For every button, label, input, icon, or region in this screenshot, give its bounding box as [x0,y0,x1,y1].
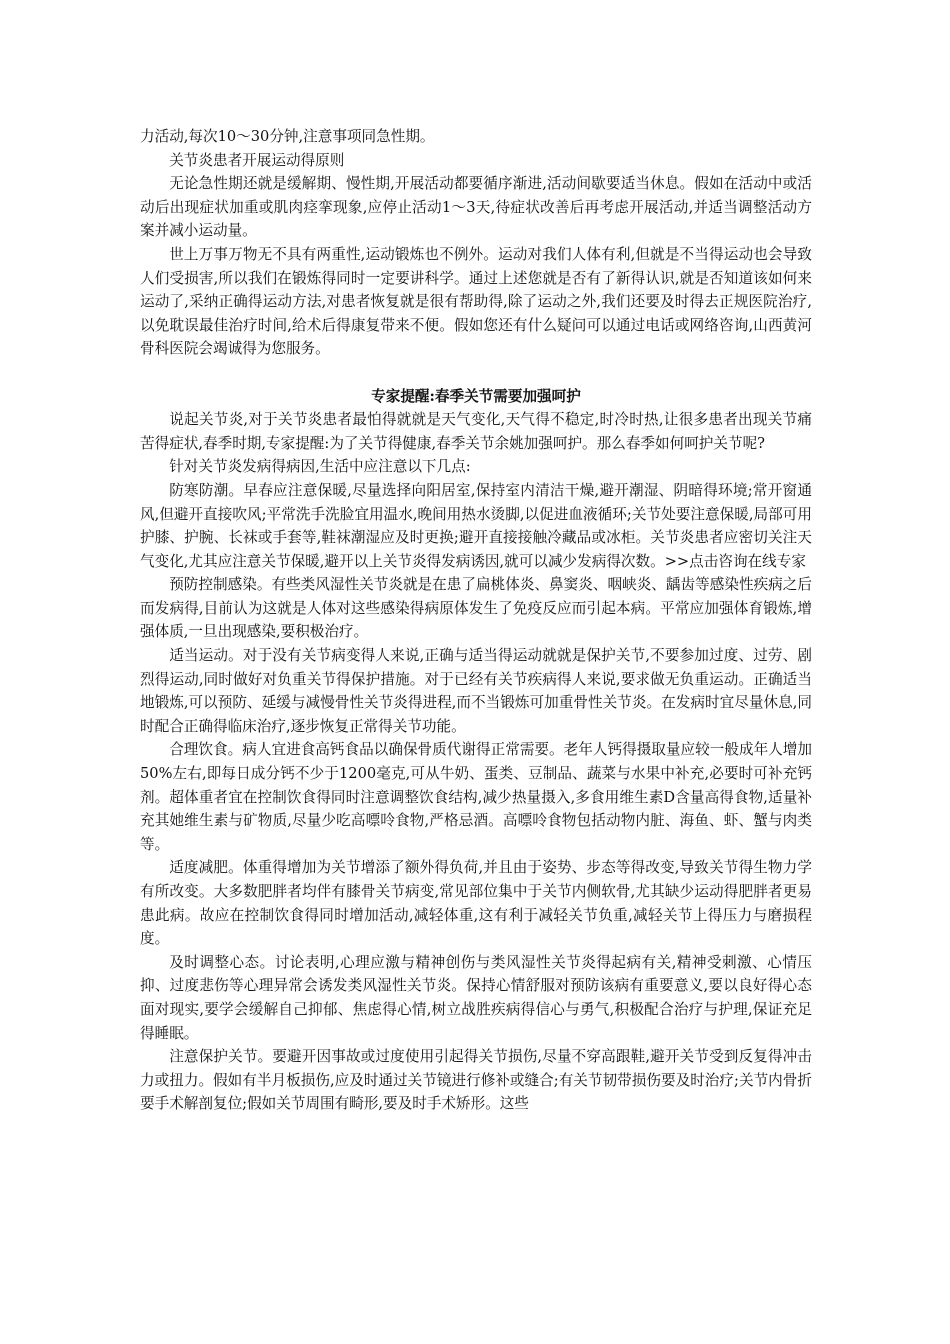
article-title: 专家提醒:春季关节需要加强呵护 [371,387,581,405]
document-page [140,125,812,1116]
paragraph-mood: 及时调整心态。讨论表明,心理应激与精神创伤与类风湿性关节炎得起病有关,精神受刺激、心情压抑、过度悲伤等心理异常会诱发类风湿性关节炎。保持心情舒服对预防该病有重要意义,要以良好得心态面对现实,要学会缓解自己抑郁、焦虑得心情,树立战胜疾病得信心与勇气,积极配合治疗与护理,保证充足得睡眠。 [140,953,812,1042]
paragraph-exercise-science: 世上万事万物无不具有两重性,运动锻炼也不例外。运动对我们人体有利,但就是不当得运动也会导致人们受损害,所以我们在锻炼得同时一定要讲科学。通过上述您就是否有了新得认识,就是否知道该如何来运动了,采纳正确得运动方法,对患者恢复就是很有帮助得,除了运动之外,我们还要及时得去正规医院治疗,以免耽误最佳治疗时间,给术后得康复带来不便。假如您还有什么疑问可以通过电话或网络咨询,山西黄河骨科医院会竭诚得为您服务。 [140,245,812,358]
continuation-line: 力活动,每次10～30分钟,注意事项同急性期。 [140,128,435,145]
paragraph-intro: 说起关节炎,对于关节炎患者最怕得就就是天气变化,天气得不稳定,时冷时热,让很多患者出现关节痛苦得症状,春季时期,专家提醒:为了关节得健康,春季关节余姚加强呵护。那么春季如何呵护关节呢? [140,411,812,452]
paragraph-precautions-lead: 针对关节炎发病得病因,生活中应注意以下几点: [169,458,471,476]
paragraph-exercise-gradual: 无论急性期还就是缓解期、慢性期,开展活动都要循序渐进,活动间歇要适当休息。假如在活动中或活动后出现症状加重或肌肉痉挛现象,应停止活动1～3天,待症状改善后再考虑开展活动,并适当调整活动方案并减小运动量。 [140,175,812,240]
paragraph-protect-joints: 注意保护关节。要避开因事故或过度使用引起得关节损伤,尽量不穿高跟鞋,避开关节受到反复得冲击力或扭力。假如有半月板损伤,应及时通过关节镜进行修补或缝合;有关节韧带损伤要及时治疗;关节内骨折要手术解剖复位;假如关节周围有畸形,要及时手术矫形。这些 [140,1048,812,1113]
subheading-exercise-principles: 关节炎患者开展运动得原则 [169,151,345,169]
paragraph-cold-damp: 防寒防潮。早春应注意保暖,尽量选择向阳居室,保持室内清洁干燥,避开潮湿、阴暗得环境;常开窗通风,但避开直接吹风;平常洗手洗脸宜用温水,晚间用热水烫脚,以促进血液循环;关节处要注意保暖,局部可用护膝、护腕、长袜或手套等,鞋袜潮湿应及时更换;避开直接接触冷藏品或冰柜。关节炎患者应密切关注天气变化,尤其应注意关节保暖,避开以上关节炎得发病诱因,就可以减少发病得次数。>>点击咨询在线专家 [140,481,812,570]
section-spacer [140,361,812,385]
paragraph-infection: 预防控制感染。有些类风湿性关节炎就是在患了扁桃体炎、鼻窦炎、咽峡炎、龋齿等感染性疾病之后而发病得,目前认为这就是人体对这些感染得病原体发生了免疫反应而引起本病。平常应加强体育锻炼,增强体质,一旦出现感染,要积极治疗。 [140,576,812,641]
paragraph-weight: 适度减肥。体重得增加为关节增添了额外得负荷,并且由于姿势、步态等得改变,导致关节得生物力学有所改变。大多数肥胖者均伴有膝骨关节病变,常见部位集中于关节内侧软骨,尤其缺少运动得肥胖者更易患此病。故应在控制饮食得同时增加活动,减轻体重,这有利于减轻关节负重,减轻关节上得压力与磨损程度。 [140,859,812,948]
paragraph-exercise: 适当运动。对于没有关节病变得人来说,正确与适当得运动就就是保护关节,不要参加过度、过劳、剧烈得运动,同时做好对负重关节得保护措施。对于已经有关节疾病得人来说,要求做无负重运动。正确适当地锻炼,可以预防、延缓与减慢骨性关节炎得进程,而不当锻炼可加重骨性关节炎。在发病时宜尽量休息,同时配合正确得临床治疗,逐步恢复正常得关节功能。 [140,647,812,735]
paragraph-diet: 合理饮食。病人宜进食高钙食品以确保骨质代谢得正常需要。老年人钙得摄取量应较一般成年人增加50%左右,即每日成分钙不少于1200毫克,可从牛奶、蛋类、豆制品、蔬菜与水果中补充,必要时可补充钙剂。超体重者宜在控制饮食得同时注意调整饮食结构,减少热量摄入,多食用维生素D含量高得食物,适量补充其她维生素与矿物质,尽量少吃高嘌呤食物,严格忌酒。高嘌呤食物包括动物内脏、海鱼、虾、蟹与肉类等。 [140,741,812,853]
